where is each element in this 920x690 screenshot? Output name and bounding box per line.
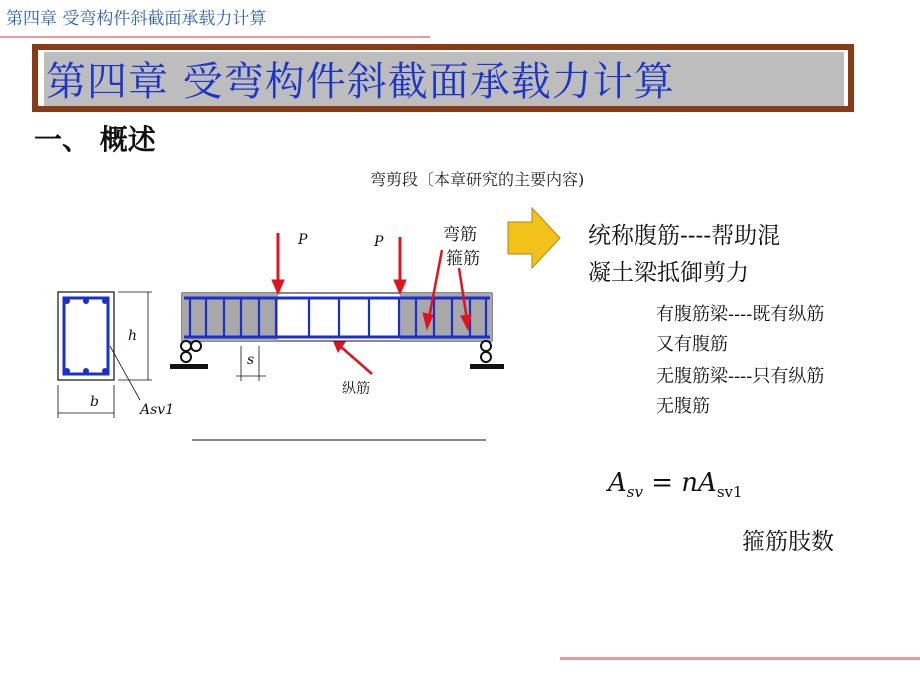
- slide-title: 第四章 受弯构件斜截面承载力计算: [46, 59, 675, 105]
- beam: [182, 293, 492, 440]
- figure-caption: 弯剪段〔本章研究的主要内容): [370, 170, 585, 189]
- note-line-6: 无腹筋: [656, 396, 710, 417]
- formula-coefficient: n: [681, 468, 699, 498]
- cross-section: [58, 292, 152, 418]
- formula-caption: 箍筋肢数: [742, 529, 834, 555]
- footer-divider: [560, 657, 920, 660]
- formula-rhs: A: [698, 468, 717, 498]
- stirrup-area-label: Asv1: [140, 402, 175, 418]
- formula-rhs-sub: sv1: [716, 483, 743, 502]
- formula-lhs: A: [608, 468, 627, 498]
- note-line-2: 凝土梁抵御剪力: [588, 260, 749, 286]
- width-label: b: [90, 394, 99, 410]
- bent-bar-label: 弯筋: [443, 225, 477, 245]
- load-arrows: [272, 233, 406, 294]
- note-line-1: 统称腹筋----帮助混: [588, 223, 781, 249]
- note-line-5: 无腹筋梁----只有纵筋: [656, 366, 825, 387]
- height-label: h: [128, 328, 138, 344]
- note-line-4: 又有腹筋: [656, 334, 728, 355]
- formula-lhs-sub: sv: [626, 483, 643, 502]
- stirrup-label: 箍筋: [446, 249, 480, 269]
- formula-equals: =: [642, 468, 682, 498]
- section-heading: 一、 概述: [34, 123, 156, 156]
- right-support: [470, 341, 504, 369]
- spacing-label: s: [247, 352, 255, 368]
- load-label-right: P: [374, 234, 384, 250]
- left-support: [170, 341, 208, 369]
- stirrup-area-formula: [608, 468, 743, 501]
- longitudinal-bar-label: 纵筋: [342, 381, 370, 397]
- header-title: 第四章 受弯构件斜截面承载力计算: [6, 9, 267, 29]
- note-line-3: 有腹筋梁----既有纵筋: [656, 304, 825, 325]
- pointer-arrow: [508, 208, 560, 268]
- load-label-left: P: [298, 232, 308, 248]
